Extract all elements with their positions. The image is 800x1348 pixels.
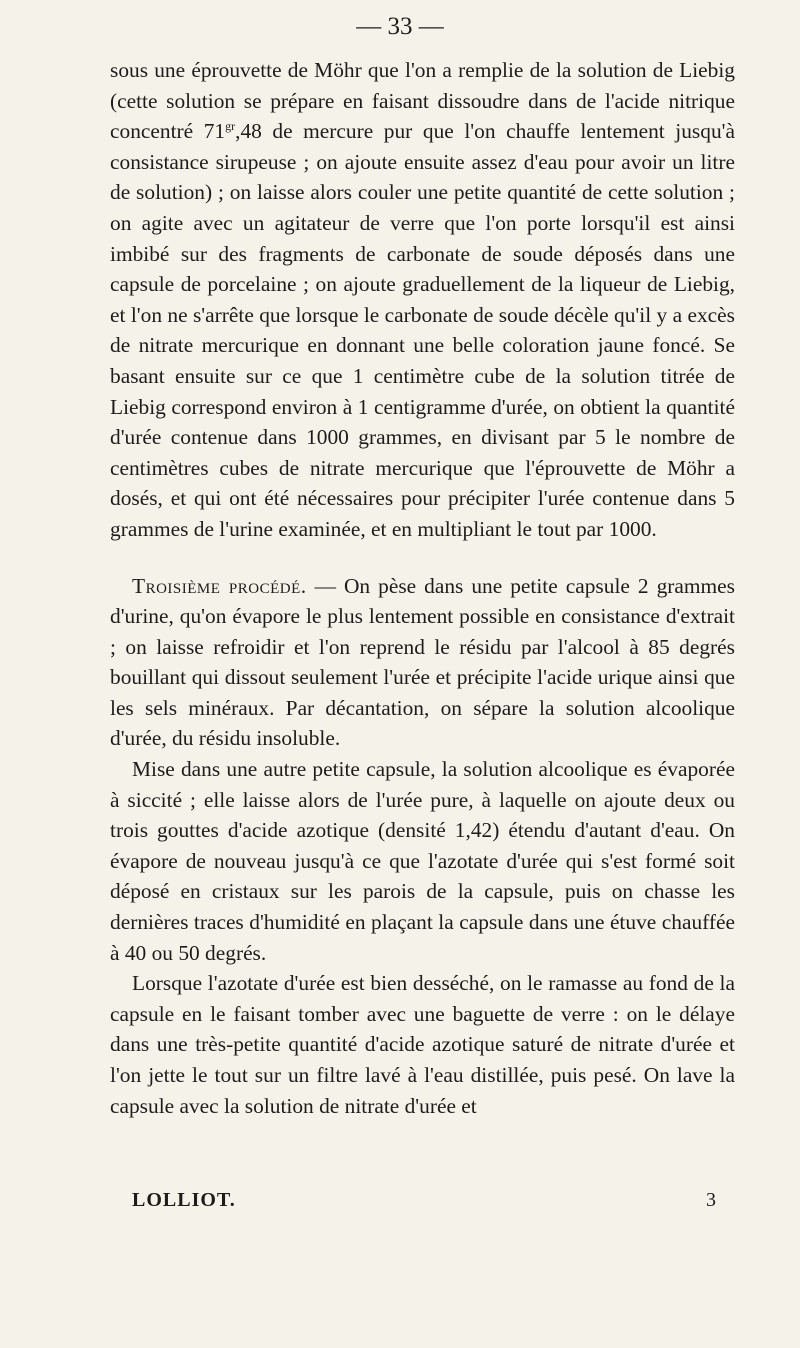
paragraph-4: Lorsque l'azotate d'urée est bien desséché, on le ramasse au fond de la capsule en le faisant tomber avec une baguette de verre : on le délaye dans une très-petite quantité d'acide azotique saturé de nitrate d'urée et l'on jette le tout sur un filtre lavé à l'eau distillée, puis pesé. On lave la capsule avec la solution de nitrate d'urée et <box>110 971 735 1118</box>
footer-sheet-number: 3 <box>706 1189 716 1211</box>
paragraph-2 <box>110 571 735 755</box>
footer-signature: LOLLIOT. <box>132 1189 236 1211</box>
section-gap <box>110 545 735 571</box>
paragraph-3: Mise dans une autre petite capsule, la solution alcoolique es évaporée à siccité ; elle laisse alors de l'urée pure, à laquelle on ajoute deux ou trois gouttes d'acide azotique (densité 1,42) étendu d'autant d'eau. On évapore de nouveau jusqu'à ce que l'azotate d'urée qui s'est formé soit déposé en cristaux sur les parois de la capsule, puis on chasse les dernières traces d'humidité en plaçant la capsule dans une étuve chauffée à 40 ou 50 degrés. <box>110 757 735 965</box>
page-number: — 33 — <box>356 13 444 40</box>
page-footer <box>132 1185 716 1215</box>
gram-unit-superscript: gr <box>225 119 236 134</box>
paragraph-1-rest: ,48 de mercure pur que l'on chauffe lentement jusqu'à consistance sirupeuse ; on ajoute ensuite assez d'eau pour avoir un litre de solution) ; on laisse alors couler une petite quantité de cette solution ; on agite avec un agitateur de verre que l'on porte lorsqu'il est ainsi imbibé sur des fragments de carbonate de soude déposés dans une capsule de porcelaine ; on ajoute graduellement de la liqueur de Liebig, et l'on ne s'arrête que lorsque le carbonate de soude décèle qu'il y a excès de nitrate mercurique en donnant une belle coloration jaune foncé. Se basant ensuite sur ce que 1 centimètre cube de la solution titrée de Liebig correspond environ à 1 centigramme d'urée, on obtient la quantité d'urée contenue dans 1000 grammes, en divisant par 5 le nombre de centimètres cubes de nitrate mercurique que l'éprouvette de Möhr a dosés, et qui ont été nécessaires pour précipiter l'urée contenue dans 5 grammes de l'urine examinée, et en multipliant le tout par 1000. <box>110 119 735 541</box>
section-heading-troisieme-procede: Troisième procédé. <box>132 573 307 598</box>
paragraph-1 <box>110 55 735 545</box>
body-text <box>110 55 735 1121</box>
paragraph-1-start: sous une éprouvette de Möhr que l'on a remplie de la solution de Liebig (cette solution se prépare en faisant dissoudre dans de l'acide nitrique concentré 71 <box>110 58 735 144</box>
paragraph-2-text: — On pèse dans une petite capsule 2 grammes d'urine, qu'on évapore le plus lentement possible en consistance d'extrait ; on laisse refroidir et l'on reprend le résidu par l'alcool à 85 degrés bouillant qui dissout seulement l'urée et précipite l'acide urique ainsi que les sels minéraux. Par décantation, on sépare la solution alcoolique d'urée, du résidu insoluble. <box>110 573 735 751</box>
